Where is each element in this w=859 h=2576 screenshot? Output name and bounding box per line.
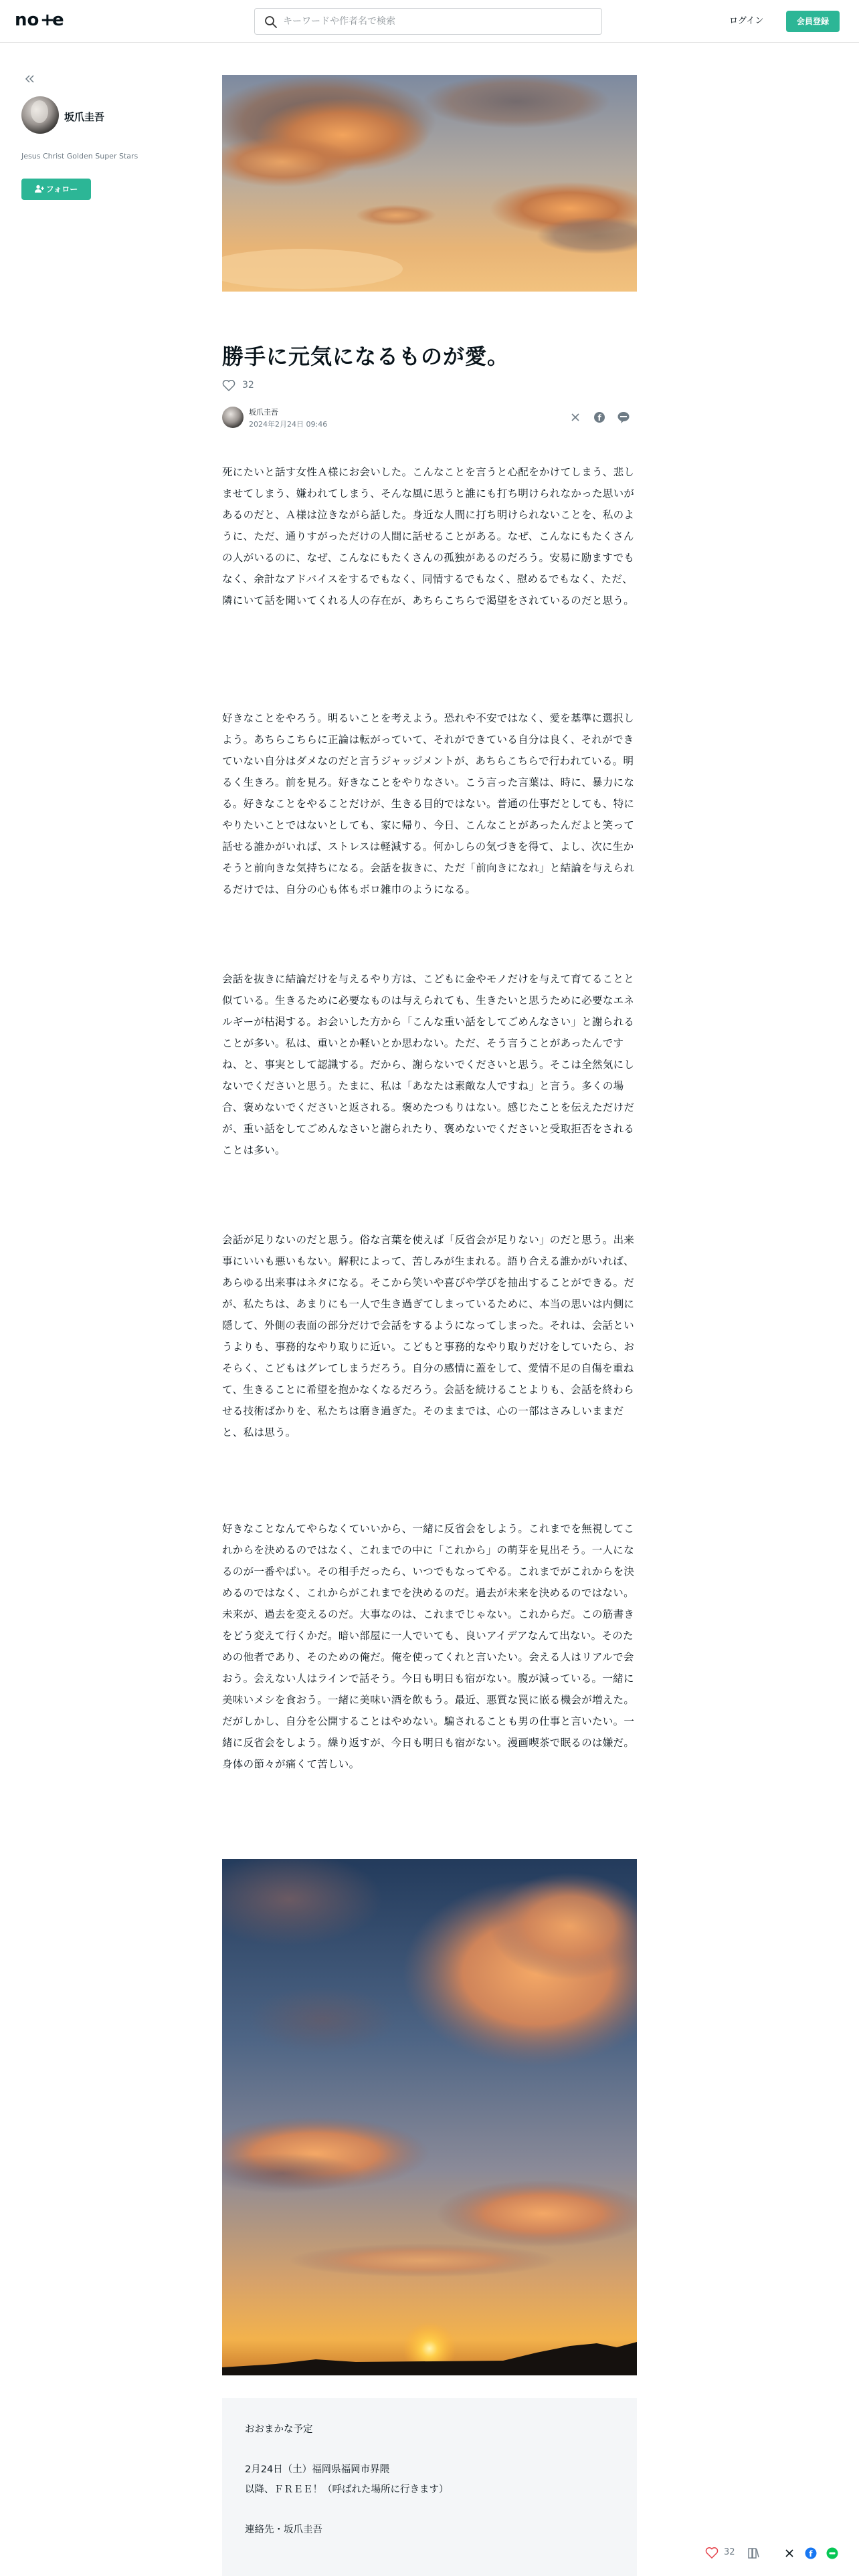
note-logo[interactable]	[15, 9, 82, 31]
search-icon	[264, 15, 278, 29]
signup-button[interactable]: 会員登録	[786, 11, 840, 32]
heart-icon[interactable]	[705, 2547, 719, 2559]
author-name[interactable]: 坂爪圭吾	[64, 111, 105, 123]
floating-action-bar	[696, 2541, 854, 2565]
facebook-share-icon[interactable]	[593, 411, 606, 424]
svg-text:+: +	[40, 10, 55, 30]
publish-date: 2024年2月24日 09:46	[249, 420, 328, 429]
schedule-box	[222, 2398, 637, 2576]
line-share-icon[interactable]	[617, 411, 630, 424]
search-box[interactable]	[254, 8, 602, 35]
svg-text:e: e	[52, 10, 64, 30]
article-paragraph: 死にたいと話す女性Ａ様にお会いした。こんなことを言うと心配をかけてしまう、悲しませてしまう、嫌われてしまう、そんな風に思うと誰にも打ち明けられなかった思いがあるのだと、Ａ様は泣きながら話した。身近な人間に打ち明けられないことを、私のように、ただ、通りすがっただけの人間に話せることがある。なぜ、こんなにもたくさんの人がいるのに、なぜ、こんなにもたくさんの孤独があるのだろう。安易に励ますでもなく、余計なアドバイスをするでもなく、同情するでもなく、慰めるでもなく、ただ、隣にいて話を聞いてくれる人の存在が、あちらこちらで渇望をされているのだと思う。	[222, 466, 635, 607]
sunset-photo	[222, 1859, 637, 2375]
article-paragraph: 会話を抜きに結論だけを与えるやり方は、こどもに金やモノだけを与えて育てることと似ている。生きるために必要なものは与えられても、生きたいと思うために必要なエネルギーが枯渇する。お会いした方から「こんな重い話をしてごめんなさい」と謝られることが多い。私は、重いとか軽いとか思わない。ただ、そう言うことがあったんですね、と、事実として認識する。だから、謝らないでくださいと思う。そこは全然気にしないでくださいと思う。たまに、私は「あなたは素敵な人ですね」と言う。多くの場合、褒めないでくださいと返される。褒めたつもりはない。感じたことを伝えただけだが、重い話をしてごめんなさいと謝られたり、褒めないでくださいと受取拒否をされることは多い。	[222, 973, 635, 1156]
svg-text:no: no	[15, 10, 39, 30]
article-paragraph: 会話が足りないのだと思う。俗な言葉を使えば「反省会が足りない」のだと思う。出来事にいいも悪いもない。解釈によって、苦しみが生まれる。語り合える誰かがいれば、あらゆる出来事はネタになる。そこから笑いや喜びや学びを抽出することができる。だが、私たちは、あまりにも一人で生き過ぎてしまっているために、本当の思いは内側に隠して、外側の表面の部分だけで会話をするようになってしまった。それは、会話というよりも、事務的なやり取りに近い。こどもと事務的なやり取りだけをしていたら、おそらく、こどもはグレてしまうだろう。自分の感情に蓋をして、愛情不足の自傷を重ねて、生きることに希望を抱かなくなるだろう。会話を続けることよりも、会話を終わらせる技術ばかりを、私たちは磨き過ぎた。そのままでは、心の一部はさみしいままだと、私は思う。	[222, 1234, 635, 1438]
login-link[interactable]: ログイン	[729, 16, 764, 26]
like-count: 32	[724, 2547, 735, 2557]
x-share-icon[interactable]	[569, 411, 582, 424]
schedule-line: 以降、ＦＲＥＥ！（呼ばれた場所に行きます）	[245, 2484, 449, 2495]
author-avatar[interactable]	[21, 96, 59, 134]
svg-text:f: f	[809, 2549, 813, 2559]
facebook-share-icon[interactable]	[804, 2547, 818, 2560]
schedule-line: 2月24日（土）福岡県福岡市界隈	[245, 2464, 390, 2475]
article-paragraph: 好きなことなんてやらなくていいから、一緒に反省会をしよう。これまでを無視してこれからを決めるのではなく、これまでの中に「これから」の萌芽を見出そう。一人になるのが一番やばい。その相手だったら、いつでもなってやる。これまでがこれからを決めるのではなく、これからがこれまでを決めるのだ。過去が未来を決めるのではない。未来が、過去を変えるのだ。大事なのは、これまでじゃない。これからだ。この筋書きをどう変えて行くかだ。暗い部屋に一人でいても、良いアイデアなんて出ない。そのための他者であり、そのための俺だ。俺を使ってくれと言いたい。会える人はリアルで会おう。会えない人はラインで話そう。今日も明日も宿がない。腹が減っている。一緒に美味いメシを食おう。一緒に美味い酒を飲もう。最近、悪質な罠に嵌る機会が増えた。だがしかし、自分を公開することはやめない。騙されることも男の仕事と言いたい。一緒に反省会をしよう。繰り返すが、今日も明日も宿がない。漫画喫茶で眠るのは嫌だ。身体の節々が痛くて苦しい。	[222, 1523, 635, 1770]
byline-avatar[interactable]	[222, 407, 244, 428]
author-tagline: Jesus Christ Golden Super Stars	[21, 152, 138, 160]
magazine-icon[interactable]	[747, 2547, 760, 2560]
line-share-icon[interactable]	[826, 2547, 839, 2560]
article-paragraph: 好きなことをやろう。明るいことを考えよう。恐れや不安ではなく、愛を基準に選択しよう。あちらこちらに正論は転がっていて、それができている自分は良く、それができていない自分はダメなのだと言うジャッジメントが、あちらこちらで行われている。明るく生きろ。前を見ろ。好きなことをやりなさい。こう言った言葉は、時に、暴力になる。好きなことをやることだけが、生きる目的ではない。普通の仕事だとしても、特にやりたいことではないとしても、家に帰り、今日、こんなことがあったんだよと笑って話せる誰かがいれば、ストレスは軽減する。何かしらの気づきを得て、よし、次に生かそうと前向きな気持ちになる。会話を抜きに、ただ「前向きになれ」と結論を与えられるだけでは、自分の心も体もボロ雑巾のようになる。	[222, 712, 635, 895]
heart-icon[interactable]	[222, 379, 235, 391]
contact-heading: 連絡先・坂爪圭吾	[245, 2525, 322, 2535]
svg-text:f: f	[597, 413, 601, 423]
like-count: 32	[242, 380, 254, 391]
site-header	[0, 0, 859, 43]
collapse-sidebar-icon[interactable]	[23, 72, 36, 86]
byline-author-name[interactable]: 坂爪圭吾	[249, 408, 278, 417]
follow-label: フォロー	[45, 185, 78, 194]
add-user-icon	[35, 185, 44, 193]
x-share-icon[interactable]	[783, 2547, 796, 2560]
schedule-heading: おおまかな予定	[245, 2424, 313, 2435]
share-icons	[569, 411, 636, 425]
article-title: 勝手に元気になるものが愛。	[222, 344, 510, 369]
follow-button[interactable]	[21, 179, 91, 200]
header-image	[222, 75, 637, 292]
search-input[interactable]	[283, 9, 591, 34]
